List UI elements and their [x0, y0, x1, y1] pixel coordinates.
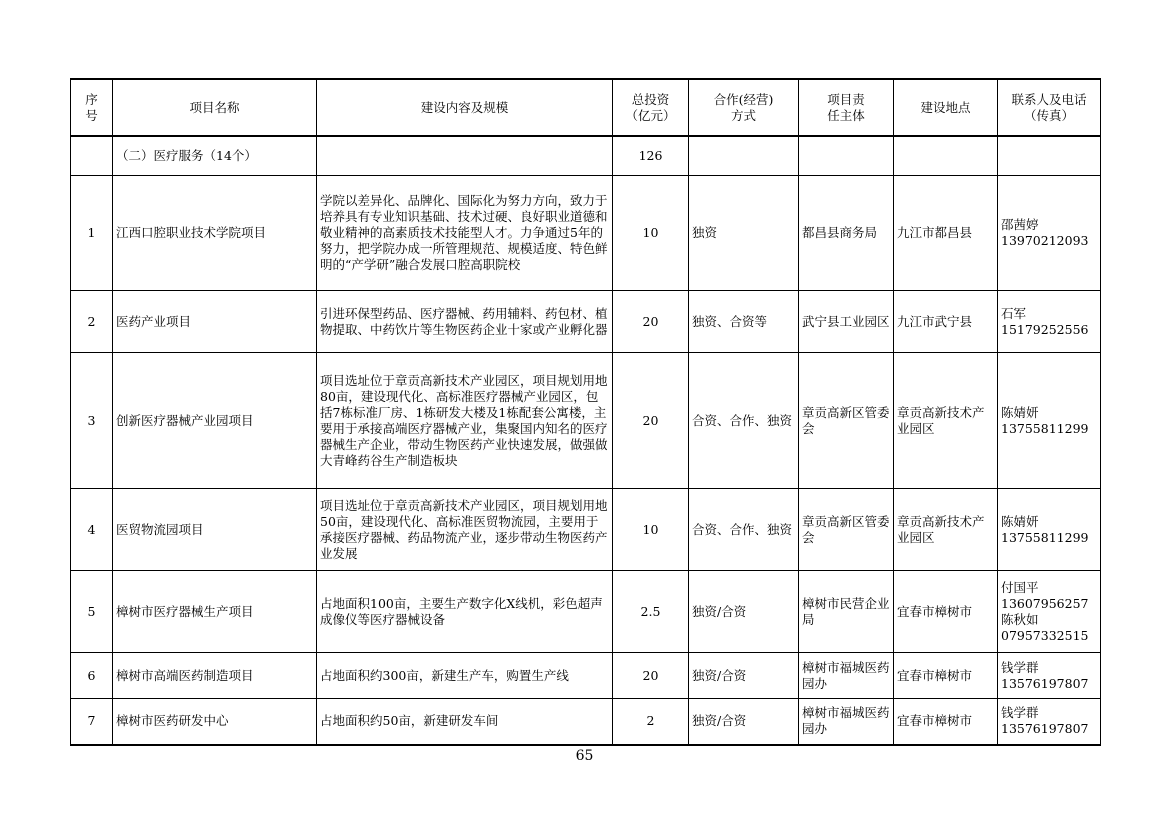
project-table-container	[70, 78, 1100, 746]
cell-name: 创新医疗器械产业园项目	[113, 353, 317, 489]
header-row	[71, 79, 1101, 136]
header-name: 项目名称	[113, 79, 317, 136]
section-total: 126	[613, 136, 689, 176]
cell-name: 樟树市医药研发中心	[113, 699, 317, 745]
table-row	[71, 291, 1101, 353]
cell-location: 九江市都昌县	[894, 176, 998, 291]
cell-seq: 2	[71, 291, 113, 353]
cell-contact: 陈婧妍 13755811299	[998, 489, 1101, 571]
cell-mode: 独资/合资	[689, 699, 799, 745]
table-row	[71, 353, 1101, 489]
cell-contact: 付国平 13607956257 陈秋如 07957332515	[998, 571, 1101, 653]
cell-contact: 钱学群 13576197807	[998, 699, 1101, 745]
cell-investment: 20	[613, 353, 689, 489]
cell-content: 占地面积100亩，主要生产数字化X线机，彩色超声成像仪等医疗器械设备	[317, 571, 613, 653]
header-seq: 序 号	[71, 79, 113, 136]
cell-investment: 20	[613, 291, 689, 353]
cell-mode: 独资、合资等	[689, 291, 799, 353]
table-row	[71, 176, 1101, 291]
cell-contact: 钱学群 13576197807	[998, 653, 1101, 699]
cell-content: 项目选址位于章贡高新技术产业园区，项目规划用地80亩，建设现代化、高标准医疗器械产业园区，包括7栋标准厂房、1栋研发大楼及1栋配套公寓楼，主要用于承接高端医疗器械产业，集聚国内知名的医疗器械生产企业，带动生物医药产业快速发展，做强做大青峰药谷生产制造板块	[317, 353, 613, 489]
cell-name: 江西口腔职业技术学院项目	[113, 176, 317, 291]
cell-name: 医贸物流园项目	[113, 489, 317, 571]
cell-mode: 独资/合资	[689, 653, 799, 699]
cell-seq: 3	[71, 353, 113, 489]
cell-owner: 樟树市福城医药园办	[799, 699, 894, 745]
cell-seq: 5	[71, 571, 113, 653]
cell-contact: 石军 15179252556	[998, 291, 1101, 353]
cell-investment: 2	[613, 699, 689, 745]
section-row	[71, 136, 1101, 176]
table-row	[71, 653, 1101, 699]
section-title: （二）医疗服务（14个）	[113, 136, 317, 176]
section-empty-cell	[689, 136, 799, 176]
cell-owner: 樟树市民营企业局	[799, 571, 894, 653]
cell-investment: 2.5	[613, 571, 689, 653]
table-row	[71, 571, 1101, 653]
cell-location: 宜春市樟树市	[894, 653, 998, 699]
cell-mode: 独资/合资	[689, 571, 799, 653]
table-row	[71, 489, 1101, 571]
cell-content: 项目选址位于章贡高新技术产业园区，项目规划用地50亩，建设现代化、高标准医贸物流园，主要用于承接医疗器械、药品物流产业，逐步带动生物医药产业发展	[317, 489, 613, 571]
cell-investment: 10	[613, 489, 689, 571]
cell-content: 引进环保型药品、医疗器械、药用辅料、药包材、植物提取、中药饮片等生物医药企业十家或产业孵化器	[317, 291, 613, 353]
cell-mode: 合资、合作、独资	[689, 353, 799, 489]
table-row	[71, 699, 1101, 745]
project-table	[70, 78, 1101, 746]
header-content: 建设内容及规模	[317, 79, 613, 136]
cell-name: 医药产业项目	[113, 291, 317, 353]
cell-content: 占地面积约50亩，新建研发车间	[317, 699, 613, 745]
section-empty-cell	[894, 136, 998, 176]
cell-investment: 10	[613, 176, 689, 291]
cell-name: 樟树市高端医药制造项目	[113, 653, 317, 699]
cell-contact: 邵茜婷 13970212093	[998, 176, 1101, 291]
section-seq-cell	[71, 136, 113, 176]
cell-location: 宜春市樟树市	[894, 699, 998, 745]
table-body	[71, 136, 1101, 745]
page-number: 65	[575, 748, 594, 764]
cell-mode: 合资、合作、独资	[689, 489, 799, 571]
cell-owner: 都昌县商务局	[799, 176, 894, 291]
cell-contact: 陈婧妍 13755811299	[998, 353, 1101, 489]
section-empty-cell	[317, 136, 613, 176]
header-mode: 合作(经营) 方式	[689, 79, 799, 136]
cell-investment: 20	[613, 653, 689, 699]
cell-content: 学院以差异化、品牌化、国际化为努力方向，致力于培养具有专业知识基础、技术过硬、良好职业道德和敬业精神的高素质技术技能型人才。力争通过5年的努力，把学院办成一所管理规范、规模适度、特色鲜明的“产学研”融合发展口腔高职院校	[317, 176, 613, 291]
cell-location: 章贡高新技术产业园区	[894, 353, 998, 489]
cell-location: 宜春市樟树市	[894, 571, 998, 653]
cell-mode: 独资	[689, 176, 799, 291]
cell-content: 占地面积约300亩，新建生产车，购置生产线	[317, 653, 613, 699]
cell-seq: 6	[71, 653, 113, 699]
header-contact: 联系人及电话 （传真）	[998, 79, 1101, 136]
cell-location: 九江市武宁县	[894, 291, 998, 353]
section-empty-cell	[998, 136, 1101, 176]
table-header	[71, 79, 1101, 136]
cell-seq: 7	[71, 699, 113, 745]
header-location: 建设地点	[894, 79, 998, 136]
cell-owner: 武宁县工业园区	[799, 291, 894, 353]
header-investment: 总投资 （亿元）	[613, 79, 689, 136]
cell-owner: 章贡高新区管委会	[799, 489, 894, 571]
cell-name: 樟树市医疗器械生产项目	[113, 571, 317, 653]
cell-location: 章贡高新技术产业园区	[894, 489, 998, 571]
section-empty-cell	[799, 136, 894, 176]
cell-seq: 1	[71, 176, 113, 291]
cell-owner: 章贡高新区管委会	[799, 353, 894, 489]
cell-seq: 4	[71, 489, 113, 571]
header-owner: 项目责 任主体	[799, 79, 894, 136]
cell-owner: 樟树市福城医药园办	[799, 653, 894, 699]
